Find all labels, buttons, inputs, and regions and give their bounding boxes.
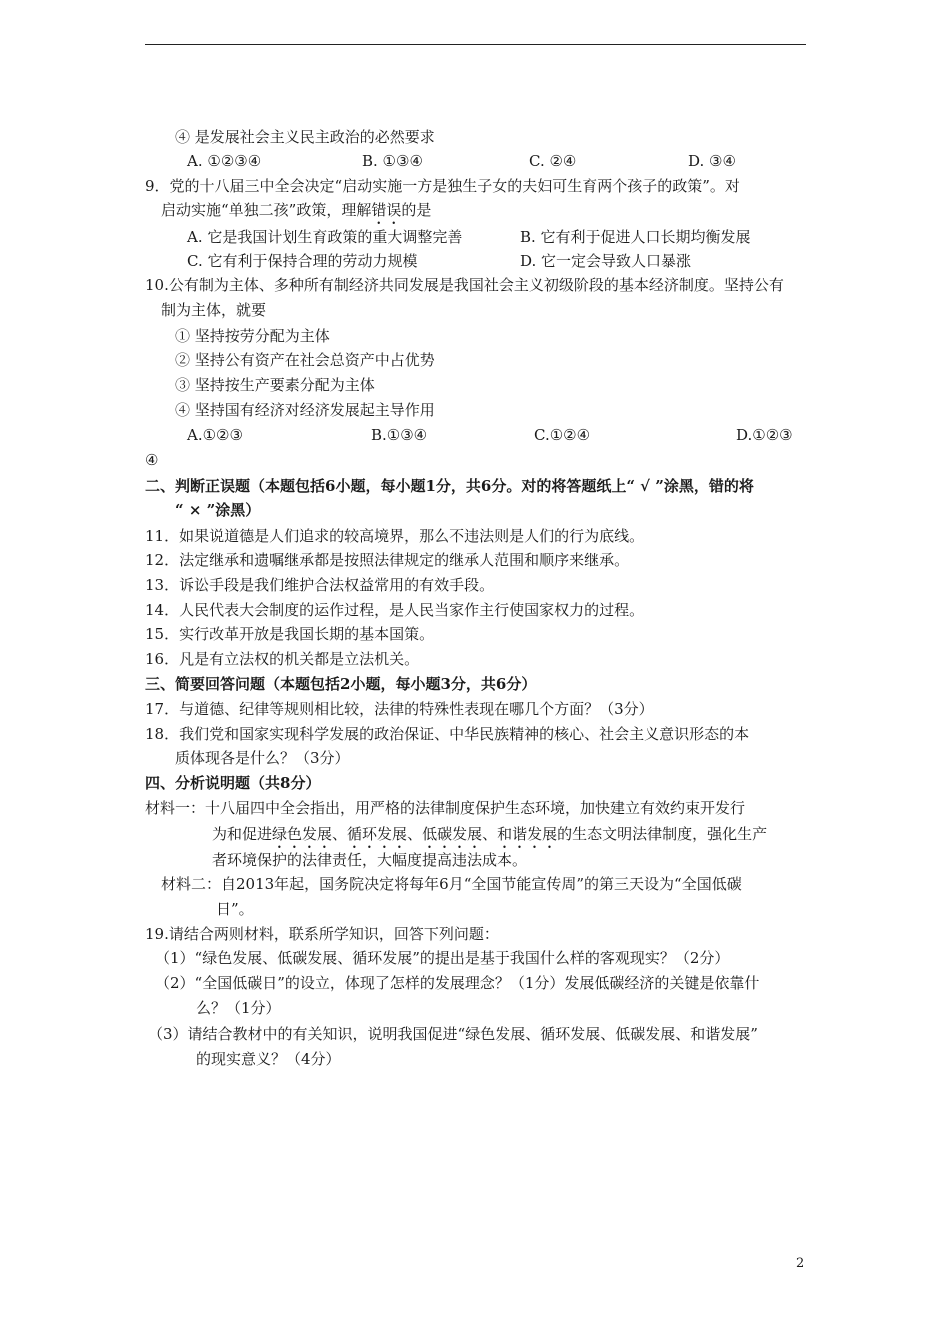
q8-option-d: D. ③④ bbox=[688, 152, 736, 170]
q15: 15．实行改革开放是我国长期的基本国策。 bbox=[145, 625, 435, 643]
q9-option-d: D. 它一定会导致人口暴涨 bbox=[520, 252, 692, 270]
q10-item-4: ④ 坚持国有经济对经济发展起主导作用 bbox=[175, 401, 435, 419]
material1-line3: 者环境保护的法律责任，大幅度提高违法成本。 bbox=[212, 851, 528, 869]
material1-line2: 为和促进绿色发展、循环发展、低碳发展、和谐发展的生态文明法律制度，强化生产 bbox=[212, 825, 768, 843]
q11: 11．如果说道德是人们追求的较高境界，那么不违法则是人们的行为底线。 bbox=[145, 527, 645, 545]
section2-heading-line2: “ × ”涂黑） bbox=[175, 501, 261, 519]
q12: 12．法定继承和遗嘱继承都是按照法律规定的继承人范围和顺序来继承。 bbox=[145, 551, 630, 569]
q9-option-b: B. 它有利于促进人口长期均衡发展 bbox=[520, 228, 751, 246]
q19-sub2-line1: （2）“全国低碳日”的设立，体现了怎样的发展理念？（1分）发展低碳经济的关键是依靠什 bbox=[155, 974, 760, 992]
section3-heading: 三、简要回答问题（本题包括2小题，每小题3分，共6分） bbox=[145, 675, 537, 693]
q9-option-c: C. 它有利于保持合理的劳动力规模 bbox=[187, 252, 418, 270]
q10-option-b: B.①③④ bbox=[371, 426, 428, 444]
q9-emphasis: 错误 bbox=[371, 201, 402, 219]
q10-option-d-wrap: ④ bbox=[145, 451, 159, 469]
section2-heading-line1: 二、判断正误题（本题包括6小题，每小题1分，共6分。对的将答题纸上“ √ ”涂黑，错的将 bbox=[145, 477, 754, 495]
q18-line2: 质体现各是什么？（3分） bbox=[175, 749, 350, 767]
section4-heading: 四、分析说明题（共8分） bbox=[145, 774, 321, 792]
q8-option-b: B. ①③④ bbox=[362, 152, 423, 170]
q19-sub3-line1: （3）请结合教材中的有关知识，说明我国促进“绿色发展、循环发展、低碳发展、和谐发展” bbox=[148, 1025, 758, 1043]
q8-option-c: C. ②④ bbox=[529, 152, 577, 170]
q10-item-3: ③ 坚持按生产要素分配为主体 bbox=[175, 376, 375, 394]
q16: 16．凡是有立法权的机关都是立法机关。 bbox=[145, 650, 420, 668]
q8-option-a: A. ①②③④ bbox=[187, 152, 262, 170]
q10-stem-line1: 10.公有制为主体、多种所有制经济共同发展是我国社会主义初级阶段的基本经济制度。坚持公有 bbox=[145, 276, 784, 294]
q19-sub1: （1）“绿色发展、低碳发展、循环发展”的提出是基于我国什么样的客观现实？（2分） bbox=[155, 949, 730, 967]
q17: 17．与道德、纪律等规则相比较，法律的特殊性表现在哪几个方面？（3分） bbox=[145, 700, 654, 718]
q19-sub3-line2: 的现实意义？（4分） bbox=[196, 1050, 341, 1068]
header-rule bbox=[145, 44, 806, 45]
q10-option-c: C.①②④ bbox=[534, 426, 591, 444]
q18-line1: 18．我们党和国家实现科学发展的政治保证、中华民族精神的核心、社会主义意识形态的本 bbox=[145, 725, 750, 743]
material2-line2: 日”。 bbox=[216, 900, 254, 918]
q10-option-a: A.①②③ bbox=[187, 426, 243, 444]
q19-sub2-line2: 么？（1分） bbox=[196, 999, 281, 1017]
q10-item-2: ② 坚持公有资产在社会总资产中占优势 bbox=[175, 351, 435, 369]
q9-stem-line2: 启动实施“单独二孩”政策，理解错误的是 bbox=[161, 201, 432, 219]
q19-stem: 19.请结合两则材料，联系所学知识，回答下列问题： bbox=[145, 925, 499, 943]
q14: 14．人民代表大会制度的运作过程，是人民当家作主行使国家权力的过程。 bbox=[145, 601, 645, 619]
q9-option-a: A. 它是我国计划生育政策的重大调整完善 bbox=[187, 228, 463, 246]
material1-line1: 材料一：十八届四中全会指出，用严格的法律制度保护生态环境，加快建立有效约束开发行 bbox=[145, 799, 746, 817]
q10-option-d: D.①②③ bbox=[736, 426, 793, 444]
material2-line1: 材料二：自2013年起，国务院决定将每年6月“全国节能宣传周”的第三天设为“全国低碳 bbox=[161, 875, 742, 893]
q10-stem-line2: 制为主体，就要 bbox=[161, 301, 267, 319]
page-number: 2 bbox=[796, 1256, 805, 1271]
q8-item-4: ④ 是发展社会主义民主政治的必然要求 bbox=[175, 128, 435, 146]
q13: 13．诉讼手段是我们维护合法权益常用的有效手段。 bbox=[145, 576, 495, 594]
q10-item-1: ① 坚持按劳分配为主体 bbox=[175, 327, 330, 345]
q9-stem-line1: 9．党的十八届三中全会决定“启动实施一方是独生子女的夫妇可生育两个孩子的政策”。对 bbox=[145, 177, 740, 195]
